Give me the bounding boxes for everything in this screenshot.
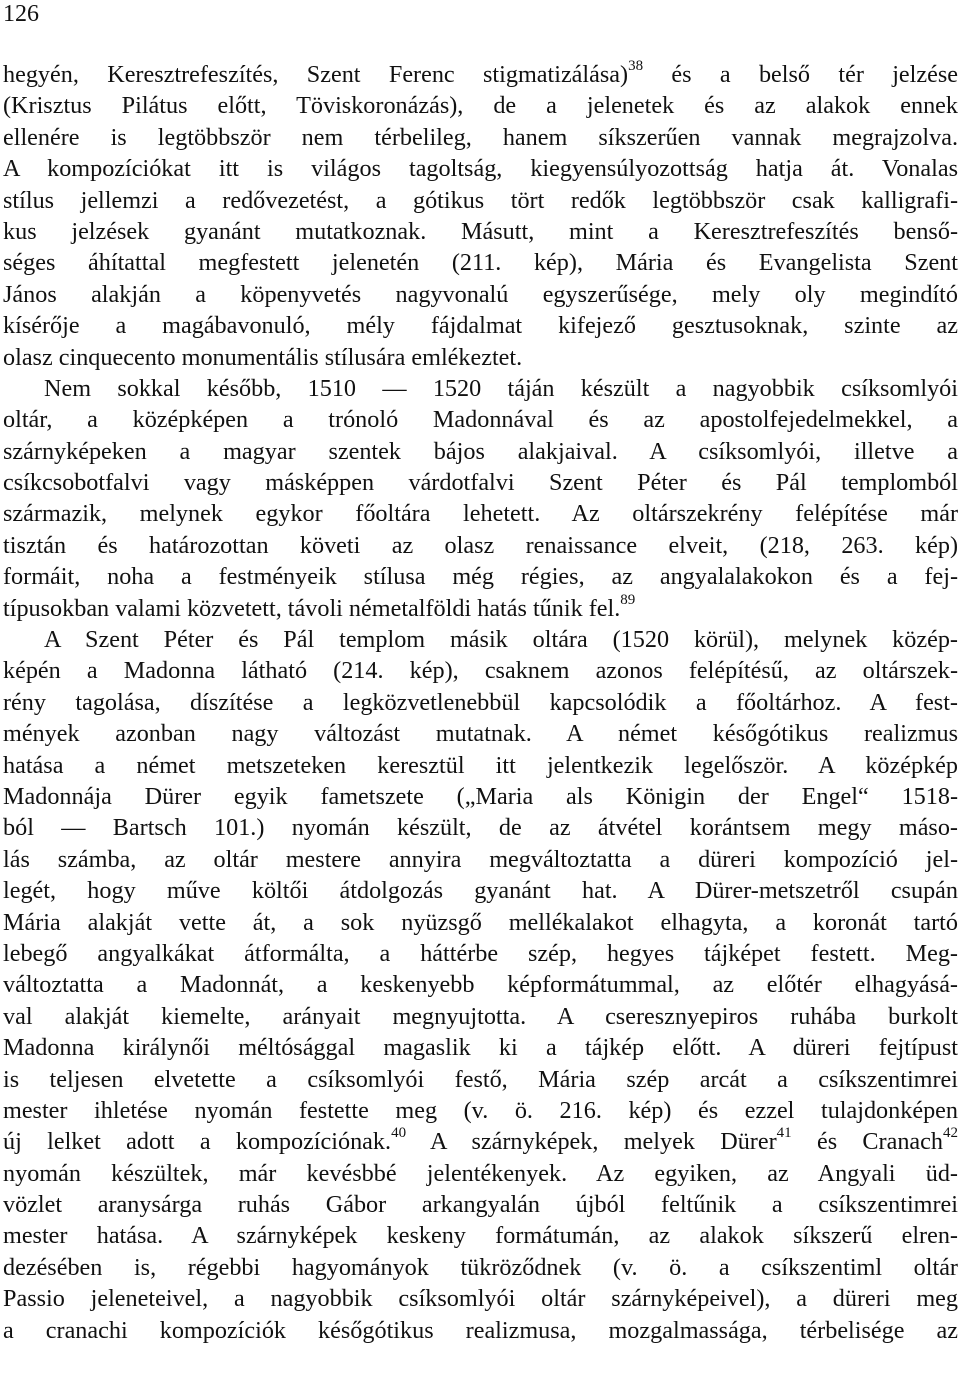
text-run: hegyén, Keresztrefeszítés, Szent Ferenc stigmatizálása) <box>3 61 629 88</box>
text-run: hatása a német metszeteken keresztül itt jelentkezik legelőször. A középkép <box>3 751 958 779</box>
text-run: a cranachi kompozíciók későgótikus realizmusa, mozgalmassága, térbelisége az <box>3 1316 958 1344</box>
text-run: formáit, noha a festményeik stílusa még régies, az angyalalakokon és a fej- <box>3 563 958 591</box>
text-line <box>3 90 958 121</box>
text-line <box>3 153 958 184</box>
text-line <box>3 310 958 341</box>
text-run: olasz cinquecento monumentális stílusára emlékeztet. <box>3 343 523 371</box>
text-line <box>3 373 958 404</box>
text-run: A szárnyképek, melyek Dürer <box>406 1128 777 1156</box>
text-line <box>3 875 958 906</box>
text-line <box>3 59 958 90</box>
text-line <box>3 750 958 781</box>
text-run: oltár, a középképen a trónoló Madonnával és az apostolfejedelmekkel, a <box>3 406 958 434</box>
text-line <box>3 436 958 467</box>
text-run: ból — Bartsch 101.) nyomán készült, de az átvétel korántsem megy máso- <box>3 814 958 842</box>
text-line <box>3 624 958 655</box>
text-line <box>3 969 958 1000</box>
text-run: is teljesen elvetette a csíksomlyói festő, Mária szép arcát a csíkszentimrei <box>3 1065 958 1093</box>
text-line <box>3 122 958 153</box>
text-run: legét, hogy műve költői átdolgozás gyanánt hat. A Dürer-metszetről csupán <box>3 877 958 905</box>
footnote-marker: 41 <box>776 1126 792 1142</box>
text-line <box>3 781 958 812</box>
footnote-marker: 89 <box>620 592 636 608</box>
text-run: kísérője a magábavonuló, mély fájdalmat kifejező gesztusoknak, szinte az <box>3 312 958 340</box>
text-run: A kompozíciókat itt is világos tagoltság, kiegyensúlyozottság hatja át. Vonalas <box>3 155 958 183</box>
text-line <box>3 498 958 529</box>
text-run: lebegő angyalkákat átformálta, a háttérbe szép, hegyes tájképet festett. Meg- <box>3 939 958 967</box>
text-line <box>3 812 958 843</box>
text-line <box>3 593 958 624</box>
text-line <box>3 185 958 216</box>
text-line <box>3 1126 958 1157</box>
text-run: stílus jellemzi a redővezetést, a gótikus tört redők legtöbbször csak kalligrafi- <box>3 186 958 214</box>
text-line <box>3 655 958 686</box>
body-text <box>3 59 958 1346</box>
text-run: János alakján a köpenyvetés nagyvonalú egyszerűsége, mely oly megindító <box>3 280 958 308</box>
footnote-marker: 38 <box>628 59 644 74</box>
text-run: Madonna királynői méltósággal magaslik ki a tájkép előtt. A düreri fejtípust <box>3 1034 958 1062</box>
text-line <box>3 279 958 310</box>
text-run: és a belső tér jelzése <box>643 61 958 88</box>
text-run: származik, melynek egykor főoltára lehetett. Az oltárszekrény felépítése már <box>3 500 958 528</box>
text-line <box>3 216 958 247</box>
text-run: kus jelzések gyanánt mutatkoznak. Másutt, mint a Keresztrefeszítés benső- <box>3 217 958 245</box>
text-run: lás számba, az oltár mestere annyira megváltoztatta a düreri kompozíció jel- <box>3 845 958 873</box>
text-run: mester ihletése nyomán festette meg (v. ö. 216. kép) és ezzel tulajdonképen <box>3 1096 958 1124</box>
text-line <box>3 687 958 718</box>
text-line <box>3 342 958 373</box>
text-run: nyomán készültek, már kevésbbé jelentékenyek. Az egyiken, az Angyali üd- <box>3 1159 958 1187</box>
text-line <box>3 1283 958 1314</box>
text-run: rény tagolása, díszítése a legközvetlenebbül kapcsolódik a főoltárhoz. A fest- <box>3 688 958 716</box>
text-line <box>3 718 958 749</box>
text-line <box>3 530 958 561</box>
text-run: Madonnája Dürer egyik fametszete („Maria als Königin der Engel“ 1518- <box>3 782 958 810</box>
text-run: új lelket adott a kompozíciónak. <box>3 1128 392 1156</box>
text-run: képén a Madonna látható (214. kép), csaknem azonos felépítésű, az oltárszek- <box>3 657 958 685</box>
text-line <box>3 1095 958 1126</box>
text-line <box>3 907 958 938</box>
text-run: mények azonban nagy változást mutatnak. A német későgótikus realizmus <box>3 720 958 748</box>
text-run: szárnyképeken a magyar szentek bájos alakjaival. A csíksomlyói, illetve a <box>3 437 958 465</box>
text-line <box>3 1001 958 1032</box>
text-run: val alakját kiemelte, arányait megnyujtotta. A cseresznyepiros ruhába burkolt <box>3 1002 958 1030</box>
text-run: A Szent Péter és Pál templom másik oltára (1520 körül), melynek közép- <box>44 626 958 654</box>
text-line <box>3 1315 958 1346</box>
page-number: 126 <box>3 1 39 27</box>
text-line <box>3 247 958 278</box>
text-line <box>3 938 958 969</box>
text-run: változtatta a Madonnát, a keskenyebb képformátummal, az előtér elhagyásá- <box>3 971 958 999</box>
text-run: dezésében is, régebbi hagyományok tükröződnek (v. ö. a csíkszentiml oltár <box>3 1253 958 1281</box>
footnote-marker: 40 <box>391 1126 407 1142</box>
text-line <box>3 844 958 875</box>
text-run: csíkcsobotfalvi vagy másképpen várdotfalvi Szent Péter és Pál templomból <box>3 469 958 497</box>
text-run: tisztán és határozottan követi az olasz renaissance elveit, (218, 263. kép) <box>3 531 958 559</box>
text-run: típusokban valami közvetett, távoli németalföldi hatás tűnik fel. <box>3 594 621 622</box>
text-line <box>3 404 958 435</box>
footnote-marker: 42 <box>943 1126 958 1142</box>
text-line <box>3 561 958 592</box>
text-line <box>3 1189 958 1220</box>
text-line <box>3 1252 958 1283</box>
text-run: és Cranach <box>791 1128 943 1156</box>
text-line <box>3 1032 958 1063</box>
text-line <box>3 1158 958 1189</box>
text-run: Passio jeleneteivel, a nagyobbik csíksomlyói oltár szárnyképeivel), a düreri meg <box>3 1285 958 1313</box>
text-line <box>3 1220 958 1251</box>
text-run: mester hatása. A szárnyképek keskeny formátumán, az alakok síkszerű elren- <box>3 1222 958 1250</box>
text-run: Mária alakját vette át, a sok nyüzsgő mellékalakot elhagyta, a koronát tartó <box>3 908 958 936</box>
text-line <box>3 467 958 498</box>
text-run: séges áhítattal megfestett jelenetén (211. kép), Mária és Evangelista Szent <box>3 249 958 277</box>
text-run: (Krisztus Pilátus előtt, Töviskoronázás), de a jelenetek és az alakok ennek <box>3 92 958 120</box>
text-line <box>3 1064 958 1095</box>
text-run: Nem sokkal később, 1510 — 1520 táján készült a nagyobbik csíksomlyói <box>44 374 958 402</box>
text-run: vözlet aranysárga ruhás Gábor arkangyalán újból feltűnik a csíkszentimrei <box>3 1191 958 1219</box>
text-run: ellenére is legtöbbször nem térbelileg, hanem síkszerűen vannak megrajzolva. <box>3 123 958 151</box>
